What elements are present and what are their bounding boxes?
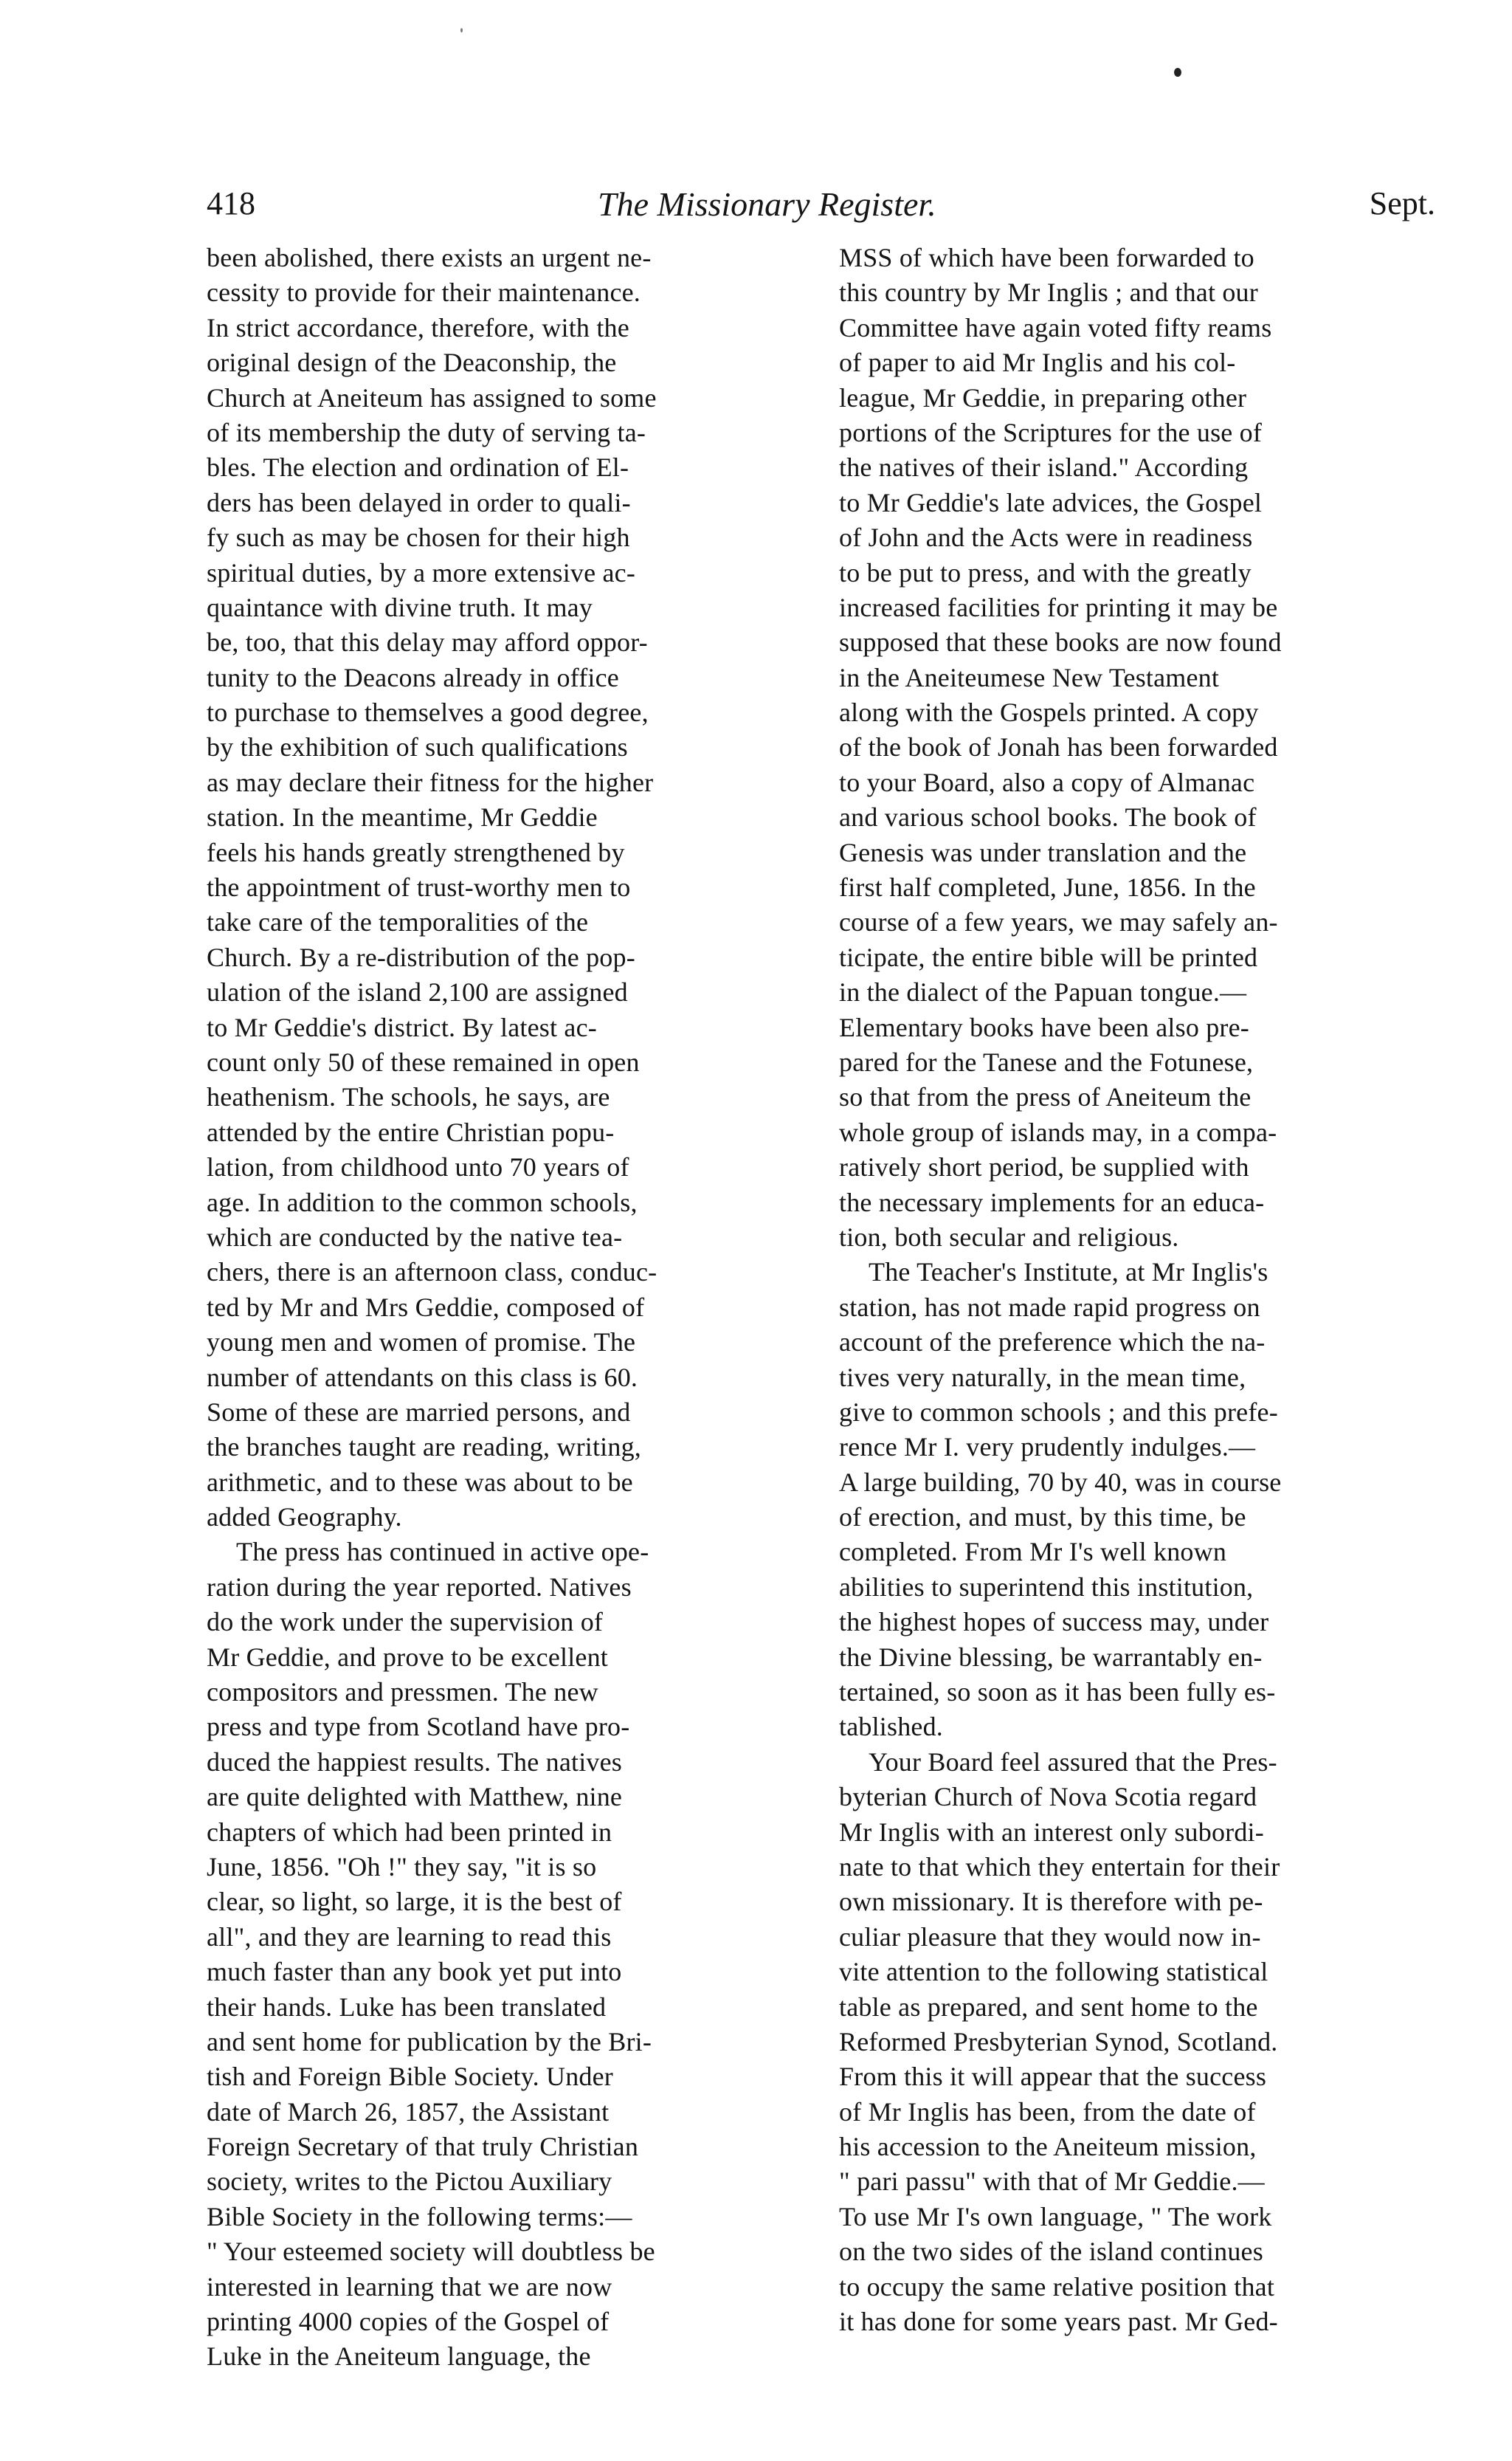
text-line: chers, there is an afternoon class, conduc- — [207, 1257, 657, 1287]
text-line: this country by Mr Inglis ; and that our — [839, 278, 1258, 308]
text-line: his accession to the Aneiteum mission, — [839, 2132, 1257, 2162]
text-line: of its membership the duty of serving ta- — [207, 417, 646, 447]
text-line: and sent home for publication by the Bri- — [207, 2026, 652, 2056]
text-line: account of the preference which the na- — [839, 1327, 1266, 1357]
text-line: interested in learning that we are now — [207, 2271, 612, 2302]
text-line: station. In the meantime, Mr Geddie — [207, 802, 598, 833]
text-line: been abolished, there exists an urgent ne- — [207, 243, 652, 272]
ink-speck — [460, 28, 463, 32]
text-line: Committee have again voted fifty reams — [839, 312, 1272, 343]
text-line: give to common schools ; and this prefe- — [839, 1397, 1278, 1427]
text-line: Elementary books have been also pre- — [839, 1012, 1249, 1042]
text-line: abilities to superintend this institution, — [839, 1572, 1254, 1602]
text-line: tish and Foreign Bible Society. Under — [207, 2062, 613, 2092]
text-line: station, has not made rapid progress on — [839, 1292, 1260, 1322]
text-line: of John and the Acts were in readiness — [839, 523, 1253, 553]
header-month: Sept. — [1369, 185, 1435, 221]
text-line: byterian Church of Nova Scotia regard — [839, 1782, 1257, 1812]
text-line: and various school books. The book of — [839, 802, 1257, 833]
text-line: society, writes to the Pictou Auxiliary — [207, 2166, 612, 2197]
text-line: rence Mr I. very prudently indulges.— — [839, 1432, 1256, 1462]
text-line: pared for the Tanese and the Fotunese, — [839, 1047, 1254, 1077]
text-line: the highest hopes of success may, under — [839, 1607, 1269, 1637]
text-line: it has done for some years past. Mr Ged- — [839, 2307, 1278, 2337]
text-line: In strict accordance, therefore, with the — [207, 312, 629, 343]
right-column — [839, 241, 1443, 2339]
text-line: " pari passu" with that of Mr Geddie.— — [839, 2166, 1265, 2197]
text-line: To use Mr I's own language, " The work — [839, 2201, 1272, 2231]
text-line: of erection, and must, by this time, be — [839, 1502, 1246, 1532]
text-line: Reformed Presbyterian Synod, Scotland. — [839, 2026, 1278, 2056]
text-line: cessity to provide for their maintenance. — [207, 278, 641, 308]
paragraph-start-line: Your Board feel assured that the Pres- — [869, 1746, 1277, 1777]
text-line: all", and they are learning to read this — [207, 1921, 612, 1952]
text-line: heathenism. The schools, he says, are — [207, 1082, 610, 1112]
text-line: the necessary implements for an educa- — [839, 1187, 1265, 1217]
page-number: 418 — [207, 185, 255, 221]
ink-speck — [1174, 68, 1181, 77]
text-line: much faster than any book yet put into — [207, 1957, 622, 1987]
text-line: Genesis was under translation and the — [839, 837, 1247, 867]
text-line: whole group of islands may, in a compa- — [839, 1117, 1277, 1147]
text-line: young men and women of promise. The — [207, 1327, 636, 1357]
text-line: Foreign Secretary of that truly Christian — [207, 2132, 639, 2162]
text-line: quaintance with divine truth. It may — [207, 592, 593, 622]
text-line: original design of the Deaconship, the — [207, 348, 617, 378]
text-line: are quite delighted with Matthew, nine — [207, 1782, 623, 1812]
text-line: feels his hands greatly strengthened by — [207, 837, 625, 867]
text-line: age. In addition to the common schools, — [207, 1187, 638, 1217]
text-line: Church at Aneiteum has assigned to some — [207, 382, 657, 413]
text-line: Church. By a re-distribution of the pop- — [207, 942, 635, 972]
text-line: as may declare their fitness for the higher — [207, 767, 654, 797]
text-line: table as prepared, and sent home to the — [839, 1992, 1258, 2022]
text-line: From this it will appear that the success — [839, 2062, 1267, 2092]
text-line: printing 4000 copies of the Gospel of — [207, 2307, 610, 2337]
text-line: compositors and pressmen. The new — [207, 1677, 598, 1707]
text-line: course of a few years, we may safely an- — [839, 907, 1278, 937]
text-line: Luke in the Aneiteum language, the — [207, 2341, 591, 2372]
text-line: number of attendants on this class is 60. — [207, 1362, 638, 1392]
text-line: attended by the entire Christian popu- — [207, 1117, 615, 1147]
text-line: completed. From Mr I's well known — [839, 1537, 1227, 1567]
text-line: to your Board, also a copy of Almanac — [839, 767, 1255, 797]
text-line: in the Aneiteumese New Testament — [839, 662, 1220, 692]
text-line: increased facilities for printing it may be — [839, 592, 1278, 622]
text-line: duced the happiest results. The natives — [207, 1746, 622, 1777]
text-line: tunity to the Deacons already in office — [207, 662, 619, 692]
text-line: added Geography. — [207, 1502, 402, 1532]
text-line: count only 50 of these remained in open — [207, 1047, 640, 1077]
text-line: Bible Society in the following terms:— — [207, 2201, 632, 2231]
running-header — [207, 185, 1435, 229]
text-line: supposed that these books are now found — [839, 627, 1282, 658]
text-line: clear, so light, so large, it is the best of — [207, 1887, 622, 1917]
text-line: the appointment of trust-worthy men to — [207, 872, 631, 903]
text-line: A large building, 70 by 40, was in course — [839, 1467, 1282, 1497]
text-line: to purchase to themselves a good degree, — [207, 698, 649, 728]
text-line: tives very naturally, in the mean time, — [839, 1362, 1246, 1392]
text-line: tablished. — [839, 1712, 943, 1742]
text-line: date of March 26, 1857, the Assistant — [207, 2096, 610, 2127]
text-line: ticipate, the entire bible will be printed — [839, 942, 1258, 972]
text-line: in the dialect of the Papuan tongue.— — [839, 977, 1247, 1008]
text-line: the Divine blessing, be warrantably en- — [839, 1642, 1263, 1672]
text-line: press and type from Scotland have pro- — [207, 1712, 630, 1742]
text-line: fy such as may be chosen for their high — [207, 523, 630, 553]
text-line: to Mr Geddie's district. By latest ac- — [207, 1012, 597, 1042]
text-line: do the work under the supervision of — [207, 1607, 604, 1637]
text-line: their hands. Luke has been translated — [207, 1992, 607, 2022]
text-line: tertained, so soon as it has been fully es- — [839, 1677, 1276, 1707]
text-line: ulation of the island 2,100 are assigned — [207, 977, 628, 1008]
left-column — [207, 241, 812, 2375]
text-line: of paper to aid Mr Inglis and his col- — [839, 348, 1236, 378]
text-line: along with the Gospels printed. A copy — [839, 698, 1259, 728]
running-title: The Missionary Register. — [598, 185, 936, 223]
text-line: Mr Geddie, and prove to be excellent — [207, 1642, 609, 1672]
text-line: to occupy the same relative position that — [839, 2271, 1275, 2302]
text-line: culiar pleasure that they would now in- — [839, 1921, 1261, 1952]
text-line: so that from the press of Aneiteum the — [839, 1082, 1252, 1112]
text-line: lation, from childhood unto 70 years of — [207, 1152, 629, 1183]
text-line: ted by Mr and Mrs Geddie, composed of — [207, 1292, 645, 1322]
paragraph-start-line: The Teacher's Institute, at Mr Inglis's — [869, 1257, 1268, 1287]
text-line: portions of the Scriptures for the use of — [839, 417, 1263, 447]
text-line: to Mr Geddie's late advices, the Gospel — [839, 487, 1263, 517]
text-line: first half completed, June, 1856. In the — [839, 872, 1256, 903]
text-line: league, Mr Geddie, in preparing other — [839, 382, 1247, 413]
text-line: chapters of which had been printed in — [207, 1817, 612, 1847]
text-line: June, 1856. "Oh !" they say, "it is so — [207, 1851, 597, 1882]
text-line: be, too, that this delay may afford oppor- — [207, 627, 648, 658]
text-line: vite attention to the following statistical — [839, 1957, 1268, 1987]
text-line: ration during the year reported. Natives — [207, 1572, 632, 1602]
text-line: the natives of their island." According — [839, 452, 1249, 483]
text-line: which are conducted by the native tea- — [207, 1222, 623, 1252]
text-line: to be put to press, and with the greatly — [839, 557, 1252, 588]
text-line: of Mr Inglis has been, from the date of — [839, 2096, 1256, 2127]
text-line: bles. The election and ordination of El- — [207, 452, 629, 483]
text-line: by the exhibition of such qualifications — [207, 732, 628, 763]
paragraph-start-line: The press has continued in active ope- — [236, 1537, 649, 1567]
text-line: MSS of which have been forwarded to — [839, 243, 1254, 272]
text-line: own missionary. It is therefore with pe- — [839, 1887, 1263, 1917]
text-line: spiritual duties, by a more extensive ac- — [207, 557, 636, 588]
text-line: on the two sides of the island continues — [839, 2237, 1263, 2267]
text-line: tion, both secular and religious. — [839, 1222, 1179, 1252]
text-line: Some of these are married persons, and — [207, 1397, 631, 1427]
text-line: of the book of Jonah has been forwarded — [839, 732, 1278, 763]
text-line: ders has been delayed in order to quali- — [207, 487, 631, 517]
text-line: take care of the temporalities of the — [207, 907, 589, 937]
text-line: arithmetic, and to these was about to be — [207, 1467, 633, 1497]
text-line: " Your esteemed society will doubtless be — [207, 2237, 655, 2267]
text-line: ratively short period, be supplied with — [839, 1152, 1249, 1183]
text-line: the branches taught are reading, writing, — [207, 1432, 641, 1462]
text-line: Mr Inglis with an interest only subordi- — [839, 1817, 1264, 1847]
text-line: nate to that which they entertain for their — [839, 1851, 1280, 1882]
